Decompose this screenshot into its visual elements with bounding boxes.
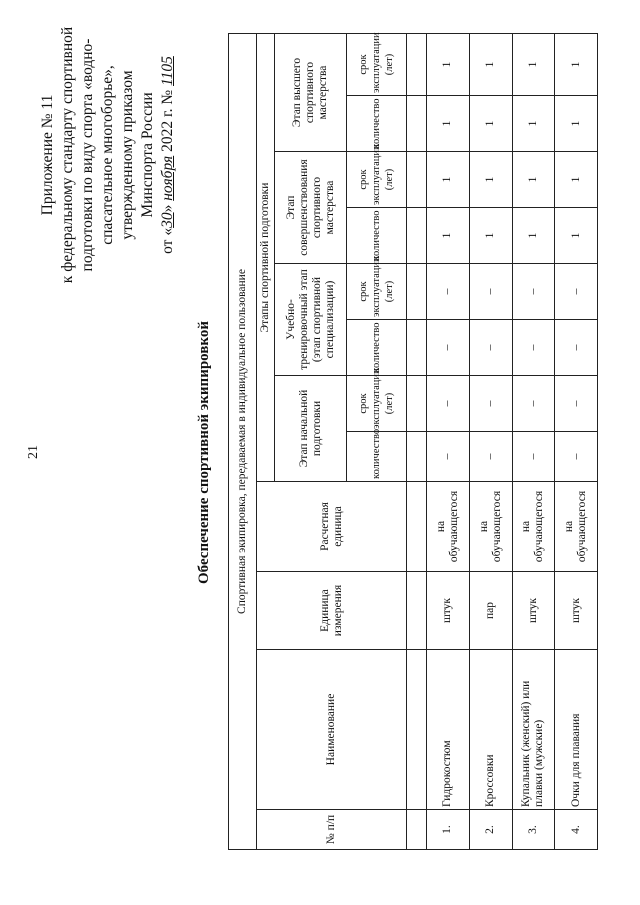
- row-s3-term: 1: [555, 152, 598, 208]
- annex-line: спасательное многоборье»,: [99, 65, 116, 245]
- header-name: Наименование: [257, 650, 407, 810]
- annex-line: подготовки по виду спорта «водно-: [79, 38, 96, 272]
- header-term: срок эксплуатации (лет): [347, 264, 407, 320]
- header-stage-2: Учебно-тренировочный этап (этап спортивной специализации): [275, 264, 347, 376]
- row-s3-qty: 1: [512, 208, 555, 264]
- row-num: 1.: [427, 810, 470, 850]
- equipment-table: [228, 33, 598, 850]
- table-caption: Спортивная экипировка, передаваемая в индивидуальное пользование: [229, 33, 257, 849]
- annex-line: утвержденному приказом: [119, 70, 136, 240]
- header-qty: количество: [347, 208, 407, 264]
- header-stage-3: Этап совершенствования спортивного мастерства: [275, 152, 347, 264]
- column-number: [407, 810, 427, 850]
- annex-line: Приложение № 11: [39, 94, 56, 216]
- document-title: Обеспечение спортивной экипировкой: [196, 321, 212, 585]
- row-calc: на обучающегося: [512, 482, 555, 572]
- column-number: [407, 208, 427, 264]
- row-s1-term: –: [427, 376, 470, 432]
- row-calc: на обучающегося: [427, 482, 470, 572]
- row-s2-qty: –: [469, 320, 512, 376]
- header-stage-4: Этап высшего спортивного мастерства: [275, 33, 347, 151]
- row-s4-qty: 1: [469, 96, 512, 152]
- header-term: срок эксплуатации (лет): [347, 152, 407, 208]
- row-s4-qty: 1: [555, 96, 598, 152]
- row-num: 2.: [469, 810, 512, 850]
- row-name: Купальник (женский) или плавки (мужские): [512, 650, 555, 810]
- row-unit: штук: [555, 572, 598, 650]
- row-s4-term: 1: [512, 33, 555, 95]
- row-s4-term: 1: [555, 33, 598, 95]
- row-name: Кроссовки: [469, 650, 512, 810]
- row-s1-term: –: [555, 376, 598, 432]
- page-number: 21: [26, 445, 41, 459]
- row-s2-term: –: [512, 264, 555, 320]
- annex-month: ноября: [159, 155, 176, 201]
- row-unit: пар: [469, 572, 512, 650]
- annex-block: [38, 5, 178, 305]
- annex-line: к федеральному стандарту спортивной: [59, 26, 76, 284]
- table-row: [427, 33, 470, 849]
- row-s1-qty: –: [427, 432, 470, 482]
- row-s4-term: 1: [469, 33, 512, 95]
- column-number: [407, 432, 427, 482]
- row-s1-qty: –: [555, 432, 598, 482]
- annex-day: 30: [159, 212, 176, 228]
- row-s2-qty: –: [555, 320, 598, 376]
- row-s3-qty: 1: [427, 208, 470, 264]
- annex-number: 1105: [159, 56, 176, 86]
- row-s2-term: –: [469, 264, 512, 320]
- column-number: [407, 572, 427, 650]
- row-s1-qty: –: [512, 432, 555, 482]
- header-term: срок эксплуатации (лет): [347, 376, 407, 432]
- header-num: № п/п: [257, 810, 407, 850]
- table-row: [469, 33, 512, 849]
- header-unit: Единица измерения: [257, 572, 407, 650]
- row-s4-qty: 1: [512, 96, 555, 152]
- row-s3-qty: 1: [469, 208, 512, 264]
- column-number: [407, 96, 427, 152]
- row-s3-term: 1: [427, 152, 470, 208]
- column-number: [407, 376, 427, 432]
- row-s2-qty: –: [512, 320, 555, 376]
- column-number: [407, 482, 427, 572]
- column-number: [407, 33, 427, 95]
- row-s4-qty: 1: [427, 96, 470, 152]
- annex-line: Минспорта России: [139, 92, 156, 218]
- column-number: [407, 264, 427, 320]
- row-s2-term: –: [555, 264, 598, 320]
- row-name: Гидрокостюм: [427, 650, 470, 810]
- header-stages: Этапы спортивной подготовки: [257, 33, 275, 481]
- header-qty: количество: [347, 96, 407, 152]
- header-qty: количество: [347, 320, 407, 376]
- header-stage-1: Этап начальной подготовки: [275, 376, 347, 482]
- table-row: [555, 33, 598, 849]
- header-calc-unit: Расчетная единица: [257, 482, 407, 572]
- row-unit: штук: [427, 572, 470, 650]
- header-term: срок эксплуатации (лет): [347, 33, 407, 95]
- row-s1-term: –: [469, 376, 512, 432]
- row-calc: на обучающегося: [555, 482, 598, 572]
- column-number: [407, 650, 427, 810]
- row-s2-qty: –: [427, 320, 470, 376]
- row-s3-term: 1: [512, 152, 555, 208]
- column-number: [407, 152, 427, 208]
- row-num: 3.: [512, 810, 555, 850]
- header-qty: количество: [347, 432, 407, 482]
- row-unit: штук: [512, 572, 555, 650]
- row-calc: на обучающегося: [469, 482, 512, 572]
- row-s2-term: –: [427, 264, 470, 320]
- row-s1-qty: –: [469, 432, 512, 482]
- row-num: 4.: [555, 810, 598, 850]
- row-name: Очки для плавания: [555, 650, 598, 810]
- row-s3-term: 1: [469, 152, 512, 208]
- row-s1-term: –: [512, 376, 555, 432]
- column-number: [407, 320, 427, 376]
- annex-date-line: от «30» ноября 2022 г. № 1105: [159, 56, 176, 254]
- row-s4-term: 1: [427, 33, 470, 95]
- table-row: [512, 33, 555, 849]
- row-s3-qty: 1: [555, 208, 598, 264]
